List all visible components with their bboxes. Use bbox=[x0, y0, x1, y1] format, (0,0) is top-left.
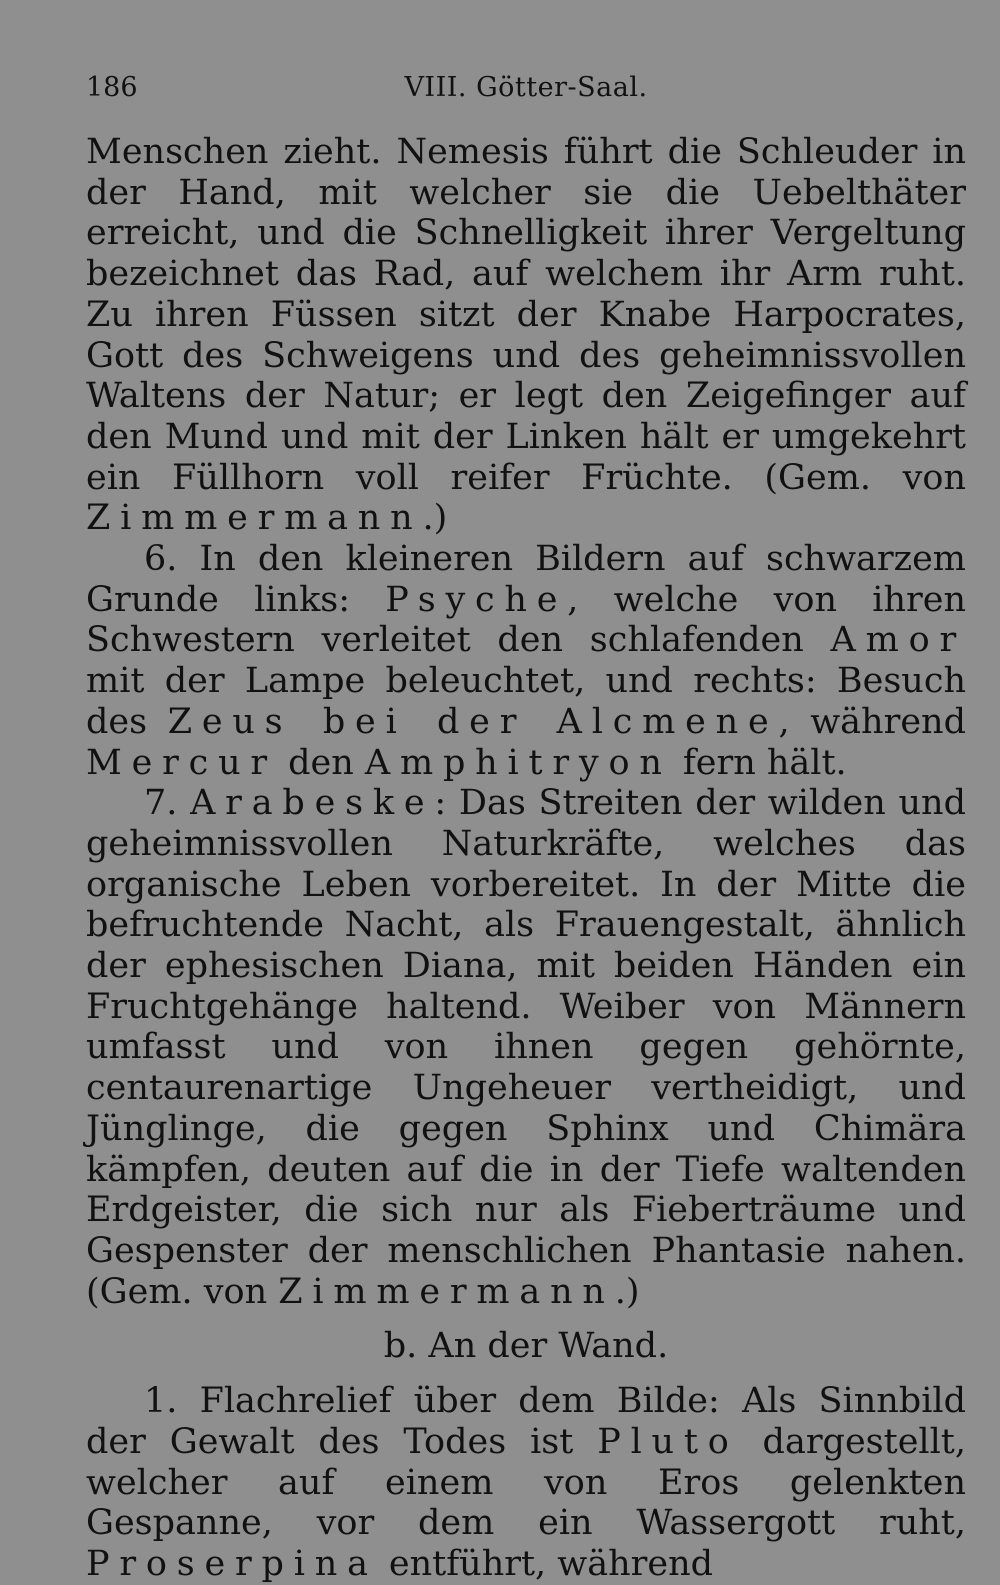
text-run: .) bbox=[614, 1271, 640, 1312]
page-header bbox=[86, 64, 966, 112]
paragraphs-after-heading bbox=[86, 1381, 966, 1585]
spaced-name: Zimmermann bbox=[278, 1271, 615, 1312]
text-run: , welche von ihren Schwestern verleitet den schlafenden bbox=[86, 579, 966, 661]
spaced-name: Mercur bbox=[86, 742, 277, 783]
spaced-name: Arabeske bbox=[190, 783, 435, 824]
spaced-name: Zimmermann bbox=[86, 498, 423, 539]
spaced-name: Pluto bbox=[597, 1421, 739, 1462]
text-run: entführt, während bbox=[377, 1543, 714, 1584]
spaced-name: Psyche bbox=[385, 579, 568, 620]
paragraph bbox=[86, 1381, 966, 1585]
text-run: 1. Flachrelief über dem Bilde: Als Sinnbild der Gewalt des Todes ist bbox=[86, 1381, 966, 1462]
paragraph bbox=[86, 132, 966, 539]
text-run: 7. bbox=[144, 783, 191, 824]
text-run: Menschen zieht. Nemesis führt die Schleuder in der Hand, mit welcher sie die Uebelthäter erreicht, und die Schnelligkeit ihrer Vergeltung bezeichnet das Rad, auf welchem ihr Arm ruht. Zu ihren Füssen sitzt der Knabe Harpocrates, Gott des Schweigens und des geheimnissvollen Waltens der Natur; er legt den Zeigefinger auf den Mund und mit der Linken hält er umgekehrt ein Füllhorn voll reifer Früchte. (Gem. von bbox=[86, 132, 966, 498]
spaced-name: Amphitryon bbox=[364, 742, 672, 783]
text-run: : Das Streiten der wilden und geheimnissvollen Naturkräfte, welches das organische Leben vorbereitet. In der Mitte die befruchtende Nacht, als Frauengestalt, ähnlich der ephesischen Diana, mit beiden Händen ein Fruchtgehänge haltend. Weiber von Männern umfasst und von ihnen gegen gehörnte, centaurenartige Ungeheuer vertheidigt, und Jünglinge, die gegen Sphinx und Chimära kämpfen, deuten auf die in der Tiefe waltenden Erdgeister, die sich nur als Fieberträume und Gespenster der menschlichen Phantasie nahen. (Gem. von bbox=[86, 783, 966, 1312]
text-run: den bbox=[276, 742, 365, 783]
paragraphs-before-heading bbox=[86, 132, 966, 1312]
book-page bbox=[86, 64, 966, 1585]
text-run: 6. In den kleineren Bildern auf schwarzem Grunde links: bbox=[86, 539, 966, 620]
spaced-name: Zeus bei der Alcmene bbox=[167, 701, 779, 742]
text-run: , während bbox=[778, 701, 966, 742]
text-run: .) bbox=[422, 498, 448, 539]
paragraph bbox=[86, 539, 966, 783]
spaced-name: Amor bbox=[830, 620, 966, 661]
body-text bbox=[86, 132, 966, 1585]
page-number: 186 bbox=[86, 72, 138, 103]
text-run: fern hält. bbox=[671, 742, 847, 783]
text-run: mit der Lampe beleuchtet, und rechts: Besuch des bbox=[86, 661, 966, 742]
paragraph bbox=[86, 783, 966, 1312]
text-run: dargestellt, welcher auf einem von Eros gelenkten Gespanne, vor dem ein Wassergott ruht, bbox=[86, 1421, 966, 1544]
running-head: VIII. Götter-Saal. bbox=[404, 72, 648, 103]
spaced-name: Proserpina bbox=[86, 1543, 378, 1584]
section-heading: b. An der Wand. bbox=[383, 1326, 669, 1367]
